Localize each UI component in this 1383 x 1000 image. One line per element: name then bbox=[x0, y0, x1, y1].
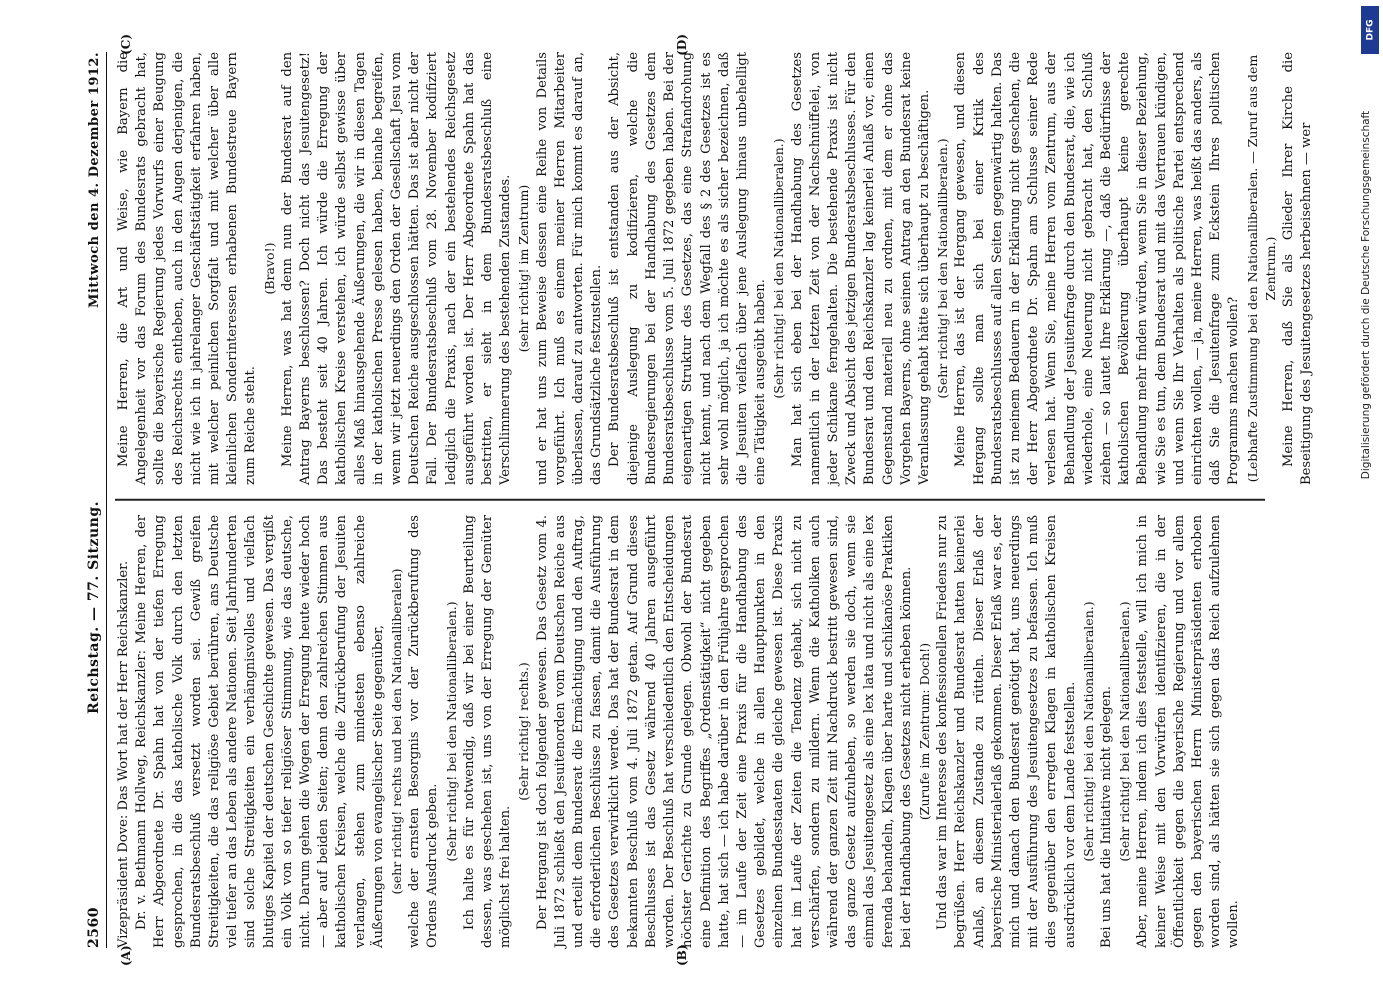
margin-mark-c: (C) bbox=[118, 34, 133, 55]
interjection: (sehr richtig! rechts und bei den Nationalliberalen) bbox=[388, 568, 404, 895]
paragraph: welche der ernsten Besorgnis vor der Zurückberufung des Ordens Ausdruck geben. bbox=[406, 515, 440, 948]
paragraph: Der Bundesratsbeschluß ist entstanden aus der Absicht, diejenige Auslegung zu kodifizieren, welche die Bundesregierungen bei der Handhabung des Gesetzes dem Bundesratsbeschlusse vom 5. Juli 1872 gegeben haben. Bei der eigenartigen Struktur des Gesetzes, das eine Strafandrohung nicht kennt, und nach dem Wegfall des § 2 des Gesetzes ist es sehr wohl möglich, ja ich möchte es als sicher bezeichnen, daß die Jesuiten vielfach über jene Auslegung hinaus unbehelligt eine Tätigkeit ausgeübt haben. bbox=[606, 52, 768, 485]
digitization-strip bbox=[1359, 6, 1381, 996]
running-header bbox=[86, 52, 107, 948]
paragraph: Bei uns hat die Initiative nicht gelegen. bbox=[1098, 685, 1114, 948]
paragraph: und er hat uns zum Beweise dessen eine Reihe von Details vorgeführt. Ich muß es einem meiner Herren Mitarbeiter überlassen, darauf zu antworten. Für mich kommt es darauf an, das Grundsätzliche festzustellen. bbox=[534, 52, 604, 485]
paragraph: Meine Herren, die Art und Weise, wie Bayern die Angelegenheit vor das Forum des Bundesrats gebracht hat, sollte die bayerische Regierung jedes Vorwurfs einer Beugung des Reichsrechts entheben, auch in den Augen derjenigen, die nicht wie ich in jahrelanger Geschäftstätigkeit erfahren haben, mit welcher peinlichen Sorgfalt und mit welcher über alle kleinlichen Sonderinteressen erhabenen Bundestreue Bayern zum Reiche steht. bbox=[115, 52, 258, 485]
paragraph: Aber, meine Herren, indem ich dies feststelle, will ich mich in keiner Weise mit den Vorwürfen identifizieren, die in der Öffentlichkeit gegen die bayerische Regierung und vor allem gegen den bayerischen Herrn Ministerpräsidenten erhoben worden sind, als hätten sie sich gegen das Reich aufzulehnen wollen. bbox=[1134, 515, 1241, 948]
paragraph: Man hat sich eben bei der Handhabung des Gesetzes namentlich in der letzten Zeit von der Nachschnüffelei, von jeder Schikane ferngehalten. Die bestehende Praxis ist nicht Zweck und Absicht des jetzigen Bundesratsbeschlusses. Für den Bundesrat und den Reichskanzler lag keinerlei Anlaß vor, einen Gegenstand materiell neu zu ordnen, mit dem er ohne das Vorgehen Bayerns, ohne seinen Antrag an den Bundesrat keine Veranlassung gehabt hätte sich überhaupt zu beschäftigen. bbox=[789, 52, 932, 485]
interjection: (Zurufe im Zentrum: Doch!) bbox=[916, 642, 932, 821]
paragraph: Meine Herren, das ist der Hergang gewesen, und diesen Hergang sollte man sich bei einer Kritik des Bundesratsbeschlusses auf allen Seiten gegenwärtig halten. Das ist zu meinem Bedauern in der Erklärung nicht geschehen, die der Herr Abgeordnete Dr. Spahn am Schlusse seiner Rede verlesen hat. Wenn Sie, meine Herren vom Zentrum, aus der Behandlung der Jesuitenfrage durch den Bundesrat, die, wie ich wiederhole, eine Neuerung nicht gebracht hat, den Schluß ziehen — so lautet Ihre Erklärung —, daß die Bedürfnisse der katholischen Bevölkerung überhaupt keine gerechte Behandlung mehr finden würden, wenn Sie in dieser Beziehung, wie Sie es tun, dem Bundesrat und mit das Vertrauen kündigen, und wenn Sie Ihr Verhalten als politische Partei entsprechend einrichten wollen, — ja, meine Herren, was heißt das anders, als daß Sie die Jesuitenfrage zum Eckstein Ihres politischen Programms machen wollen? bbox=[952, 52, 1241, 485]
interjection: (Sehr richtig! bei den Nationalliberalen.) bbox=[934, 138, 950, 399]
margin-mark-d: (D) bbox=[674, 34, 689, 56]
interjection: (Sehr richtig! rechts.) bbox=[515, 662, 531, 801]
dfg-credit: Digitalisierung gefördert durch die Deutsche Forschungsgemeinschaft bbox=[1360, 110, 1372, 480]
dfg-logo: DFG bbox=[1361, 6, 1379, 54]
paragraph: Meine Herren, was hat denn nun der Bundesrat auf den Antrag Bayerns beschlossen? Doch nicht das Jesuitengesetz! Das besteht seit 40 Jahren. Ich würde die Erregung der katholischen Kreise verstehen, ich würde selbst gewisse über alles Maß hinausgehende Äußerungen, die wir in diesen Tagen in der katholischen Presse gelesen haben, beinahe begreifen, wenn wir jetzt neuerdings den Orden der Gesellschaft Jesu vom Deutschen Reiche ausgeschlossen hätten. Das ist aber nicht der Fall. Der Bundesratsbeschluß vom 28. November kodifiziert lediglich die Praxis, nach der ein bestehendes Reichsgesetz ausgeführt worden ist. Der Herr Abgeordnete Spahn hat das bestritten, er sieht in dem Bundesratsbeschluß eine Verschlimmerung des bestehenden Zustandes. bbox=[279, 52, 513, 485]
paragraph: Und das war im Interesse des konfessionellen Friedens nur zu begrüßen. Herr Reichskanzler und Bundesrat hatten keinerlei Anlaß, an diesem Zustande zu rütteln. Dieser Erlaß der bayerische Ministerialerlaß gekommen. Dieser Erlaß war es, der mich und danach den Bundesrat genötigt hat, uns neuerdings mit der Ausführung des Jesuitengesetzes zu befassen. Ich muß dies gegenüber den erregten Klagen in katholischen Kreisen ausdrücklich vor dem Lande feststellen. bbox=[934, 515, 1078, 948]
interjection: (Lebhafte Zustimmung bei den Nationalliberalen. — Zuruf aus dem Zentrum.) bbox=[1244, 54, 1278, 483]
text-columns bbox=[115, 34, 1314, 966]
interjection: (Bravo!) bbox=[261, 242, 277, 295]
interjection: (Sehr richtig! bei den Nationalliberalen.) bbox=[443, 601, 459, 862]
scanned-page bbox=[72, 30, 1312, 970]
session-date: Mittwoch den 4. Dezember 1912. bbox=[86, 52, 102, 308]
paragraph: Vizepräsident Dove: Das Wort hat der Herr Reichskanzler. bbox=[115, 560, 131, 948]
paragraph: Der Hergang ist doch folgender gewesen. Das Gesetz vom 4. Juli 1872 schließt den Jesuitenorden vom Deutschen Reiche aus und erteilt dem Bundesrat die Ermächtigung und den Auftrag, die erforderlichen Beschlüsse zu fassen, damit die Ausführung des Gesetzes verwirklicht werde. Das hat der Bundesrat in dem bekannten Beschluß vom 4. Juli 1872 getan. Auf Grund dieses Beschlusses ist das Gesetz während 40 Jahren ausgeführt worden. Der Beschluß hat verschiedentlich den Entscheidungen höchster Gerichte zu Grunde gelegen. Obwohl der Bundesrat eine Definition des Begriffes „Ordenstätigkeit“ nicht gegeben hatte, hat sich — ich habe darüber in den Frühjahre gesprochen — im Laufe der Zeit eine Praxis für die Handhabung des Gesetzes gebildet, welche in allen Hauptpunkten in den einzelnen Bundesstaaten die gleiche gewesen ist. Diese Praxis hat im Laufe der Zeiten die Tendenz gehabt, sich nicht zu verschärfen, sondern zu mildern. Wenn die Katholiken auch während der ganzen Zeit mit Nachdruck bestritt gewesen sind, das ganze Gesetz aufzuheben, so werden sie doch, wenn sie einmal das Jesuitengesetz als eine lex lata und nicht als eine lex ferenda behandeln, Klagen über harte und schikanöse Praktiken bei der Handhabung des Gesetzes nicht erheben können. bbox=[534, 515, 914, 948]
right-column bbox=[115, 52, 1314, 485]
margin-mark-a: (A) bbox=[118, 945, 133, 966]
session-title: Reichstag. — 77. Sitzung. bbox=[85, 500, 102, 714]
interjection: (sehr richtig! im Zentrum) bbox=[515, 184, 531, 353]
column-divider bbox=[115, 499, 1265, 501]
paragraph: Dr. v. Bethmann Hollweg, Reichskanzler: Meine Herren, der Herr Abgeordnete Dr. Spahn hat von der tiefen Erregung gesprochen, in die das katholische Volk durch den letzten Bundesratsbeschluß versetzt worden sei. Gewiß greifen Streitigkeiten, die das religiöse Gebiet berühren, ans Deutsche viel tiefer an das Leben als andere Nationen. Seit Jahrhunderten sind solche Streitigkeiten ein verhängnisvolles und vielfach blutiges Kapitel der deutschen Geschichte gewesen. Das vergißt ein Volk von so tiefer religiöser Stimmung, wie das deutsche, nicht. Darum gehen die Wogen der Erregung heute wieder hoch — aber auf beiden Seiten; denn den zahlreichen Stimmen aus katholischen Kreisen, welche die Zurückberufung der Jesuiten verlangen, stehen zum mindesten ebenso zahlreiche Äußerungen von evangelischer Seite gegenüber, bbox=[133, 515, 386, 948]
page-number: 2560 bbox=[85, 907, 102, 948]
interjection: (Sehr richtig! bei den Nationalliberalen.) bbox=[770, 138, 786, 399]
left-column bbox=[115, 515, 1265, 948]
margin-mark-b: (B) bbox=[674, 944, 689, 966]
paragraph: Meine Herren, daß Sie als Glieder Ihrer Kirche die Beseitigung des Jesuitengesetzes herbeisehnen — wer bbox=[1280, 52, 1314, 485]
interjection: (Sehr richtig! bei den Nationalliberalen.) bbox=[1116, 601, 1132, 862]
paragraph: Ich halte es für notwendig, daß wir bei einer Beurteilung dessen, was geschehen ist, uns von der Erregung der Gemüter möglichst frei halten. bbox=[461, 515, 513, 948]
interjection: (Sehr richtig! bei den Nationalliberalen.) bbox=[1080, 601, 1096, 862]
